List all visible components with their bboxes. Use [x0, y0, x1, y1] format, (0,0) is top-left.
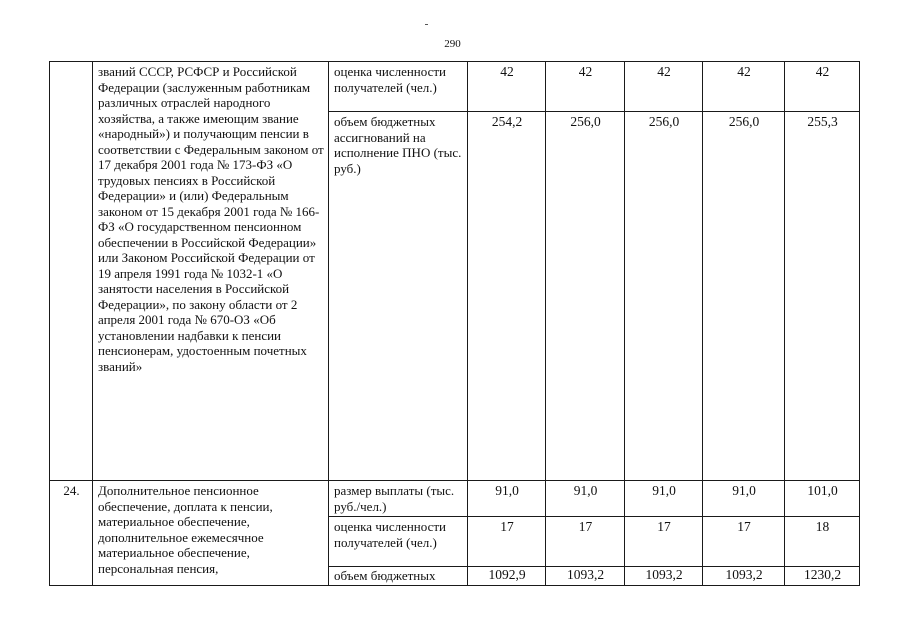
value-cell: 256,0: [625, 112, 703, 481]
value-cell: 42: [546, 62, 625, 112]
scan-mark: [425, 24, 428, 25]
value-cell: 256,0: [703, 112, 785, 481]
table-row: [50, 62, 860, 112]
value-cell: 17: [468, 517, 546, 567]
value-cell: 91,0: [625, 481, 703, 517]
value-cell: 1093,2: [546, 567, 625, 586]
value-cell: 1092,9: [468, 567, 546, 586]
value-cell: 101,0: [785, 481, 860, 517]
page-number: 290: [444, 38, 461, 50]
value-cell: 42: [785, 62, 860, 112]
value-cell: 1230,2: [785, 567, 860, 586]
value-cell: 91,0: [703, 481, 785, 517]
indicator-label-cell: объем бюджетных: [329, 567, 468, 586]
row-description-cell: званий СССР, РСФСР и Российской Федерации (заслуженным работникам различных отраслей народного хозяйства, а также имеющим звание «народный») и получающим пенсии в соответствии с Федеральным законом от 17 декабря 2001 года № 173-ФЗ «О трудовых пенсиях в Российской Федерации» и (или) Федеральным законом от 15 декабря 2001 года № 166-ФЗ «О государственном пенсионном обеспечении в Российской Федерации» или Законом Российской Федерации от 19 апреля 1991 года № 1032-1 «О занятости населения в Российской Федерации», по закону области от 2 апреля 2001 года № 670-ОЗ «Об установлении надбавки к пенсии пенсионерам, удостоенным почетных званий»: [93, 62, 329, 481]
indicator-label-cell: размер выплаты (тыс. руб./чел.): [329, 481, 468, 517]
value-cell: 17: [703, 517, 785, 567]
value-cell: 42: [703, 62, 785, 112]
row-number-cell: 24.: [50, 481, 93, 586]
value-cell: 17: [546, 517, 625, 567]
value-cell: 254,2: [468, 112, 546, 481]
value-cell: 91,0: [468, 481, 546, 517]
row-description-cell: Дополнительное пенсионное обеспечение, доплата к пенсии, материальное обеспечение, дополнительное ежемесячное материальное обеспечение, персональная пенсия,: [93, 481, 329, 586]
row-number-cell: [50, 62, 93, 481]
indicator-label-cell: оценка численности получателей (чел.): [329, 62, 468, 112]
indicator-label-cell: оценка численности получателей (чел.): [329, 517, 468, 567]
value-cell: 17: [625, 517, 703, 567]
value-cell: 255,3: [785, 112, 860, 481]
value-cell: 1093,2: [703, 567, 785, 586]
value-cell: 18: [785, 517, 860, 567]
value-cell: 91,0: [546, 481, 625, 517]
table-row: [50, 481, 860, 517]
pension-obligations-table: [49, 61, 860, 586]
indicator-label-cell: объем бюджетных ассигнований на исполнение ПНО (тыс. руб.): [329, 112, 468, 481]
value-cell: 42: [625, 62, 703, 112]
value-cell: 1093,2: [625, 567, 703, 586]
value-cell: 42: [468, 62, 546, 112]
value-cell: 256,0: [546, 112, 625, 481]
